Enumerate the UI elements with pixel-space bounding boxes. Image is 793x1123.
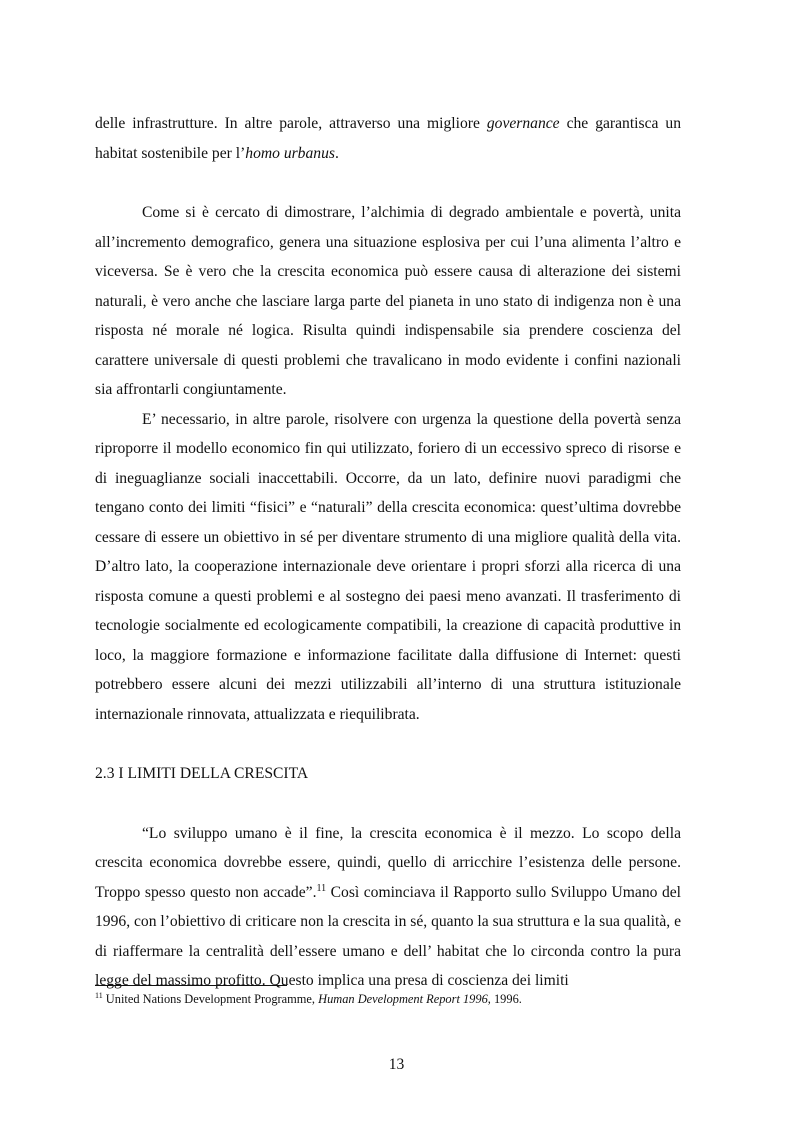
footnote — [95, 991, 681, 1007]
footnote-separator — [95, 985, 287, 986]
footnote-title-italic: Human Development Report 1996 — [318, 992, 488, 1006]
page-number: 13 — [388, 1056, 405, 1073]
paragraph-4 — [95, 819, 681, 996]
text-run: Così cominciava il Rapporto sullo Sviluppo Umano del 1996, con l’obiettivo di criticare non la crescita in sé, quanto la sua struttura e la sua qualità, e di riaffermare la centralità dell’essere umano e dell’ habitat che lo circonda contro la pura legge del massimo profitto. Questo implica una presa di coscienza dei limiti — [95, 883, 681, 989]
paragraph-2: Come si è cercato di dimostrare, l’alchimia di degrado ambientale e povertà, unita all’incremento demografico, genera una situazione esplosiva per cui l’una alimenta l’altro e viceversa. Se è vero che la crescita economica può essere causa di alterazione dei sistemi naturali, è vero anche che lasciare larga parte del pianeta in uno stato di indigenza non è una risposta né morale né logica. Risulta quindi indispensabile sia prendere coscienza del carattere universale di questi problemi che travalicano in modo evidente i confini nazionali sia affrontarli congiuntamente. — [95, 204, 681, 398]
text-run: . — [334, 144, 339, 162]
italic-term-homo-urbanus: homo urbanus — [245, 144, 335, 162]
paragraph-1 — [95, 109, 681, 168]
footnote-reference[interactable]: 11 — [316, 882, 327, 894]
text-run: delle infrastrutture. In altre parole, attraverso una migliore — [95, 115, 487, 132]
footnote-text: , 1996. — [487, 992, 522, 1006]
italic-term-governance: governance — [486, 115, 560, 132]
section-heading: 2.3 I LIMITI DELLA CRESCITA — [95, 765, 309, 782]
body-text — [95, 109, 681, 996]
footnote-mark: 11 — [95, 990, 103, 1000]
footnote-text: United Nations Development Programme, — [102, 992, 319, 1006]
text-run: che garantisca un habitat sostenibile per l’ — [95, 115, 681, 162]
quotation-text: “Lo sviluppo umano è il fine, la crescita economica è il mezzo. Lo scopo della crescita economica dovrebbe essere, quindi, quello di arricchire l’esistenza delle persone. Troppo spesso questo non accade”. — [95, 824, 681, 901]
paragraph-3: E’ necessario, in altre parole, risolvere con urgenza la questione della povertà senza riproporre il modello economico fin qui utilizzato, foriero di un eccessivo spreco di risorse e di ineguaglianze sociali inaccettabili. Occorre, da un lato, definire nuovi paradigmi che tengano conto dei limiti “fisici” e “naturali” della crescita economica: quest’ultima dovrebbe cessare di essere un obiettivo in sé per diventare strumento di una migliore qualità della vita. D’altro lato, la cooperazione internazionale deve orientare i propri sforzi alla ricerca di una risposta comune a questi problemi e al sostegno dei paesi meno avanzati. Il trasferimento di tecnologie socialmente ed ecologicamente compatibili, la creazione di capacità produttive in loco, la maggiore formazione e informazione facilitate dalla diffusione di Internet: questi potrebbero essere alcuni dei mezzi utilizzabili all’interno di una struttura istituzionale internazionale rinnovata, attualizzata e riequilibrata. — [95, 410, 681, 723]
